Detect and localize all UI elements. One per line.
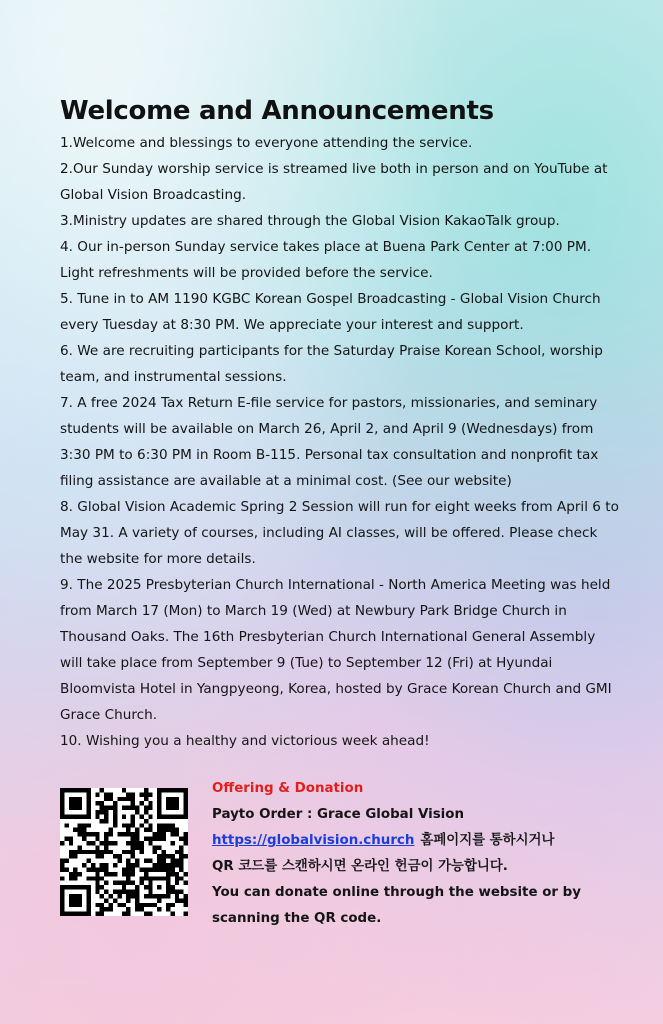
announcements-section — [60, 96, 620, 754]
korean-text-2: QR 코드를 스캔하시면 온라인 헌금이 가능합니다. — [212, 859, 508, 874]
donation-english-text: You can donate online through the website or by scanning the QR code. — [212, 885, 581, 926]
payto-order: Payto Order : Grace Global Vision — [212, 807, 464, 822]
announcement-item: 3.Ministry updates are shared through the Global Vision KakaoTalk group. — [60, 213, 560, 229]
announcement-item: 9. The 2025 Presbyterian Church International - North America Meeting was held from March 17 (Mon) to March 19 (Wed) at Newbury Park Bridge Church in Thousand Oaks. The 16th Presbyterian Church International General Assembly will take place from September 9 (Tue) to September 12 (Fri) at Hyundai Bloomvista Hotel in Yangpyeong, Korea, hosted by Grace Korean Church and GMI Grace Church. — [60, 577, 612, 723]
announcement-item: 8. Global Vision Academic Spring 2 Session will run for eight weeks from April 6 to May 31. A variety of courses, including AI classes, will be offered. Please check the website for more details. — [60, 499, 619, 567]
donation-title: Offering & Donation — [212, 781, 364, 796]
page-title: Welcome and Announcements — [60, 96, 494, 126]
donation-text — [212, 776, 632, 932]
announcement-item: 6. We are recruiting participants for the Saturday Praise Korean School, worship team, and instrumental sessions. — [60, 343, 603, 385]
qr-code-icon[interactable] — [60, 788, 188, 916]
announcement-item: 2.Our Sunday worship service is streamed live both in person and on YouTube at Global Vision Broadcasting. — [60, 161, 608, 203]
announcement-item: 1.Welcome and blessings to everyone attending the service. — [60, 135, 473, 151]
qr-code-graphic — [60, 788, 188, 916]
donation-section — [60, 776, 640, 926]
announcement-item: 7. A free 2024 Tax Return E-file service for pastors, missionaries, and seminary students will be available on March 26, April 2, and April 9 (Wednesdays) from 3:30 PM to 6:30 PM in Room B-115. Personal tax consultation and nonprofit tax filing assistance are available at a minimal cost. (See our website) — [60, 395, 599, 489]
korean-text-1: 홈페이지를 통하시거나 — [420, 833, 555, 848]
announcement-item: 10. Wishing you a healthy and victorious week ahead! — [60, 733, 430, 749]
website-link[interactable]: https://globalvision.church — [212, 833, 415, 848]
announcement-item: 4. Our in-person Sunday service takes place at Buena Park Center at 7:00 PM. Light refreshments will be provided before the service. — [60, 239, 592, 281]
announcement-item: 5. Tune in to AM 1190 KGBC Korean Gospel Broadcasting - Global Vision Church every Tuesday at 8:30 PM. We appreciate your interest and support. — [60, 291, 601, 333]
donation-link-line — [212, 828, 632, 854]
